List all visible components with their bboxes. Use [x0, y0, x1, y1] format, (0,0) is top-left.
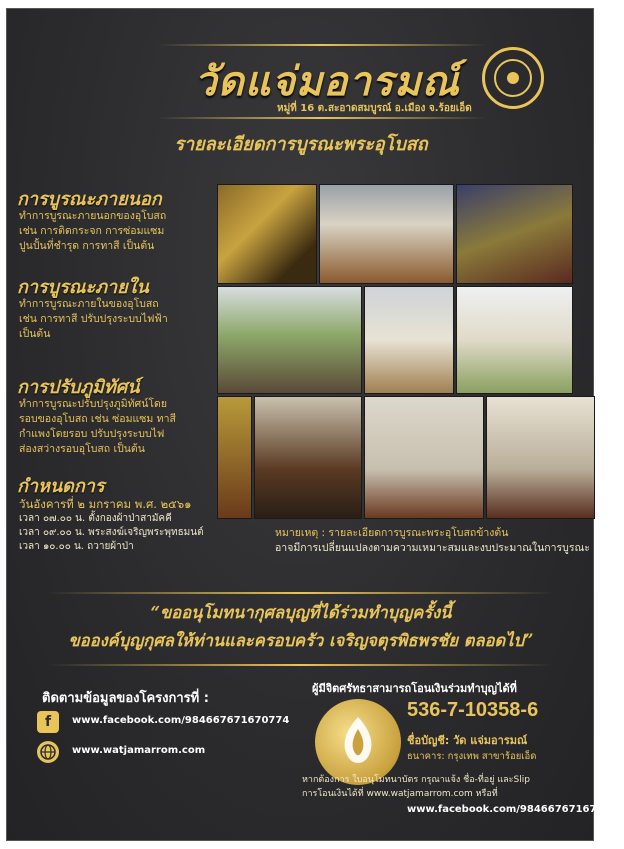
top-gold-rule	[157, 44, 487, 46]
photo-window-exterior	[364, 286, 454, 394]
schedule-item: เวลา ๑๐.๐๐ น. ถวายผ้าป่า	[19, 541, 134, 552]
photo-ornament-panel	[456, 184, 573, 284]
text-line: กำแพงโดยรอบ ปรับปรุงระบบไฟ	[19, 428, 165, 440]
schedule-item: เวลา ๐๗.๐๐ น. ตั้งกองผ้าป่าสามัคคี	[19, 513, 172, 524]
text-line: ทำการบูรณะปรับปรุงภูมิทัศน์โดย	[19, 398, 168, 410]
photo-interior-wall	[364, 396, 484, 519]
section-body-exterior	[19, 209, 219, 254]
seal-ring	[494, 59, 532, 97]
section-body-landscape	[19, 397, 219, 457]
photo-window-frame	[319, 184, 454, 284]
section-title-exterior: การบูรณะภายนอก	[17, 189, 162, 210]
photo-interior-door	[254, 396, 362, 519]
section-title-landscape: การปรับภูมิทัศน์	[17, 377, 140, 398]
facebook-link-bottom[interactable]: www.facebook.com/984667671670774	[407, 804, 624, 815]
section-title-interior: การบูรณะภายใน	[17, 277, 149, 298]
section-body-interior	[19, 297, 219, 342]
donate-title: ผู้มีจิตศรัทธาสามารถโอนเงินร่วมทำบุญได้ที่	[312, 682, 517, 695]
photo-collage	[217, 184, 595, 519]
text-line: ทำการบูรณะภายในของอุโบสถ	[19, 298, 159, 310]
note-line: หากต้องการ ใบอนุโมทนาบัตร กรุณาแจ้ง ชื่อ-ที่อยู่ และSlip	[302, 775, 530, 785]
schedule-date: วันอังคารที่ ๒ มกราคม พ.ศ. ๒๕๖๑	[19, 497, 192, 511]
photo-pillar	[217, 396, 252, 519]
divider-bottom	[47, 664, 555, 666]
text-line: ปูนปั้นที่ชำรุด การทาสี เป็นต้น	[19, 240, 155, 252]
follow-title: ติดตามข้อมูลของโครงการที่ :	[42, 691, 209, 706]
temple-seal-icon	[482, 47, 544, 109]
text-line: ส่องสว่างรอบอุโบสถ เป็นต้น	[19, 443, 145, 455]
text-line: เป็นต้น	[19, 328, 51, 340]
seal-center	[507, 72, 519, 84]
account-name: ชื่อบัญชี: วัด แจ่มอารมณ์	[407, 734, 528, 747]
photo-interior-corner	[486, 396, 595, 519]
poster	[6, 8, 624, 841]
facebook-link[interactable]: www.facebook.com/984667671670774	[72, 715, 290, 726]
note-line: หมายเหตุ : รายละเอียดการบูรณะพระอุโบสถข้างต้น	[275, 527, 509, 539]
text-line: รอบของอุโบสถ เช่น ซ่อมแซม ทาสี	[19, 413, 176, 425]
photo-building-side	[456, 286, 573, 394]
text-line: เช่น การทาสี ปรับปรุงระบบไฟฟ้า	[19, 313, 168, 325]
note	[275, 526, 595, 556]
blessing-line: ขอองค์บุญกุศลให้ท่านและครอบครัว เจริญจตุรพิธพรชัย ตลอดไป”	[68, 631, 534, 650]
header	[7, 9, 595, 174]
globe-icon[interactable]	[37, 741, 59, 763]
blessing-line: “ขออนุโมทนากุศลบุญที่ได้ร่วมทำบุญครั้งนี้	[150, 603, 452, 622]
facebook-icon[interactable]: f	[37, 711, 59, 733]
mid-gold-rule	[157, 117, 487, 119]
note-line: การโอนเงินได้ที่ www.watjamarrom.com หรือที่	[302, 789, 498, 799]
divider-top	[47, 592, 555, 594]
photo-gold-door	[217, 184, 317, 284]
temple-title: วัดแจ่มอารมณ์	[194, 58, 460, 105]
schedule-item: เวลา ๐๙.๐๐ น. พระสงฆ์เจริญพระพุทธมนต์	[19, 527, 204, 538]
text-line: ทำการบูรณะภายนอกของอุโบสถ	[19, 210, 167, 222]
photo-fence	[217, 286, 362, 394]
content	[7, 174, 595, 589]
account-number: 536-7-10358-6	[407, 699, 539, 721]
temple-address: หมู่ที่ 16 ต.สะอาดสมบูรณ์ อ.เมือง จ.ร้อยเอ็ด	[277, 103, 472, 114]
blessing	[7, 599, 595, 655]
bank-name: ธนาคาร: กรุงเทพ สาขาร้อยเอ็ด	[407, 751, 537, 762]
receipt-note	[302, 773, 572, 801]
text-line: เช่น การติดกระจก การซ่อมแซม	[19, 225, 165, 237]
section-title-schedule: กำหนดการ	[17, 476, 105, 497]
website-link[interactable]: www.watjamarrom.com	[72, 745, 206, 756]
note-line: อาจมีการเปลี่ยนแปลงตามความเหมาะสมและงบประมาณในการบูรณะ	[275, 542, 590, 554]
page-subtitle: รายละเอียดการบูรณะพระอุโบสถ	[174, 134, 428, 155]
